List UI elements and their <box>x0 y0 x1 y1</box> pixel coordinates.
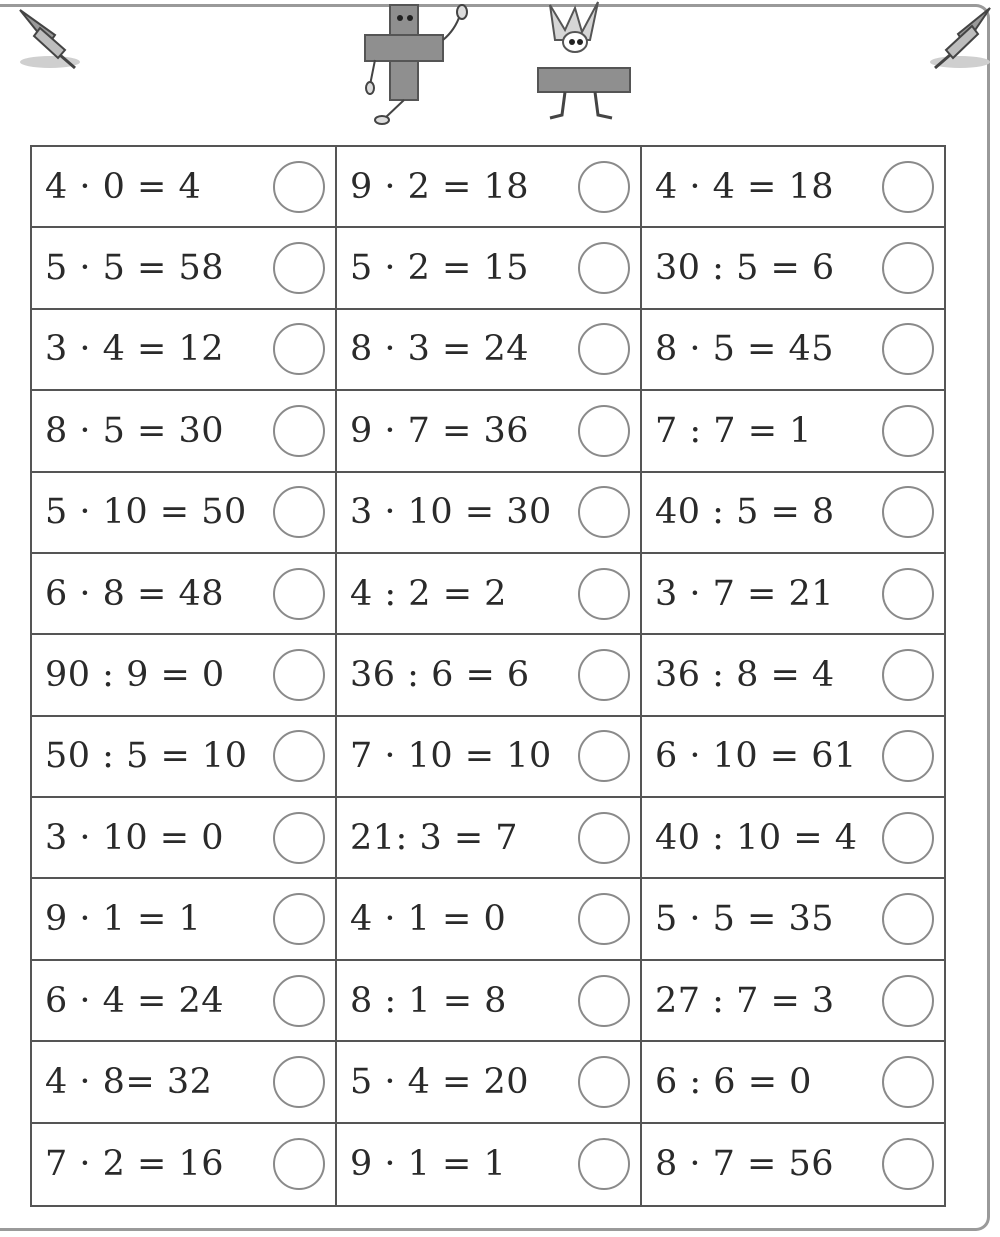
plus-sign-mascot <box>350 0 480 130</box>
answer-circle[interactable] <box>273 730 325 782</box>
equation-text: 3 · 10 = 30 <box>350 492 552 533</box>
pushpin-icon <box>10 0 100 80</box>
answer-circle[interactable] <box>578 323 630 375</box>
minus-sign-mascot <box>520 0 640 130</box>
equation-text: 5 · 4 = 20 <box>350 1061 530 1102</box>
equation-cell <box>337 554 642 635</box>
answer-circle[interactable] <box>578 975 630 1027</box>
answer-circle[interactable] <box>578 1056 630 1108</box>
equation-cell <box>337 1124 642 1205</box>
answer-circle[interactable] <box>273 405 325 457</box>
equation-cell <box>642 961 944 1042</box>
equation-cell <box>337 717 642 798</box>
equation-cell <box>337 473 642 554</box>
equation-cell <box>32 310 337 391</box>
equation-text: 4 · 8= 32 <box>45 1061 213 1102</box>
equation-cell <box>32 473 337 554</box>
equation-cell <box>337 635 642 716</box>
answer-circle[interactable] <box>273 1056 325 1108</box>
equation-cell <box>642 473 944 554</box>
answer-circle[interactable] <box>273 812 325 864</box>
answer-circle[interactable] <box>882 161 934 213</box>
equation-cell <box>32 635 337 716</box>
answer-circle[interactable] <box>578 649 630 701</box>
equation-text: 40 : 5 = 8 <box>655 492 835 533</box>
equation-cell <box>32 1124 337 1205</box>
equation-text: 3 · 4 = 12 <box>45 329 225 370</box>
equation-text: 4 · 4 = 18 <box>655 166 835 207</box>
answer-circle[interactable] <box>578 893 630 945</box>
equation-text: 90 : 9 = 0 <box>45 654 225 695</box>
answer-circle[interactable] <box>882 242 934 294</box>
equation-cell <box>337 1042 642 1123</box>
equation-cell <box>32 147 337 228</box>
answer-circle[interactable] <box>578 486 630 538</box>
equation-text: 3 · 10 = 0 <box>45 817 225 858</box>
equation-cell <box>642 228 944 309</box>
equation-cell <box>337 310 642 391</box>
equation-text: 5 · 5 = 35 <box>655 899 835 940</box>
equation-text: 8 : 1 = 8 <box>350 980 507 1021</box>
answer-circle[interactable] <box>273 649 325 701</box>
equation-cell <box>32 717 337 798</box>
equation-text: 50 : 5 = 10 <box>45 736 248 777</box>
answer-circle[interactable] <box>882 975 934 1027</box>
answer-circle[interactable] <box>882 568 934 620</box>
equation-text: 7 : 7 = 1 <box>655 410 812 451</box>
equation-cell <box>642 635 944 716</box>
answer-circle[interactable] <box>882 812 934 864</box>
equation-text: 7 · 2 = 16 <box>45 1144 225 1185</box>
equation-cell <box>642 717 944 798</box>
equation-text: 21: 3 = 7 <box>350 817 519 858</box>
equation-cell <box>32 961 337 1042</box>
equation-text: 8 · 5 = 30 <box>45 410 225 451</box>
equation-cell <box>642 879 944 960</box>
equation-text: 5 · 5 = 58 <box>45 248 225 289</box>
equation-cell <box>337 228 642 309</box>
equation-cell <box>32 391 337 472</box>
equation-cell <box>32 798 337 879</box>
answer-circle[interactable] <box>578 242 630 294</box>
equation-text: 36 : 8 = 4 <box>655 654 835 695</box>
equation-text: 4 · 0 = 4 <box>45 166 202 207</box>
equation-text: 7 · 10 = 10 <box>350 736 552 777</box>
answer-circle[interactable] <box>578 568 630 620</box>
answer-circle[interactable] <box>273 242 325 294</box>
equation-text: 6 : 6 = 0 <box>655 1061 812 1102</box>
equation-text: 4 : 2 = 2 <box>350 573 507 614</box>
answer-circle[interactable] <box>273 893 325 945</box>
equation-text: 9 · 1 = 1 <box>45 899 202 940</box>
equation-text: 36 : 6 = 6 <box>350 654 530 695</box>
answer-circle[interactable] <box>578 812 630 864</box>
equation-text: 5 · 10 = 50 <box>45 492 247 533</box>
pushpin-icon <box>910 0 1000 80</box>
equation-text: 5 · 2 = 15 <box>350 248 530 289</box>
equation-cell <box>642 554 944 635</box>
answer-circle[interactable] <box>882 730 934 782</box>
equation-cell <box>642 391 944 472</box>
equation-grid <box>30 145 946 1207</box>
equation-cell <box>642 798 944 879</box>
equation-cell <box>32 1042 337 1123</box>
answer-circle[interactable] <box>882 649 934 701</box>
equation-text: 8 · 7 = 56 <box>655 1144 835 1185</box>
equation-text: 27 : 7 = 3 <box>655 980 835 1021</box>
equation-cell <box>642 1042 944 1123</box>
answer-circle[interactable] <box>273 1138 325 1190</box>
answer-circle[interactable] <box>882 1138 934 1190</box>
equation-text: 4 · 1 = 0 <box>350 899 507 940</box>
equation-text: 3 · 7 = 21 <box>655 573 835 614</box>
equation-cell <box>32 879 337 960</box>
equation-text: 6 · 8 = 48 <box>45 573 225 614</box>
answer-circle[interactable] <box>578 405 630 457</box>
equation-text: 6 · 4 = 24 <box>45 980 225 1021</box>
equation-text: 8 · 5 = 45 <box>655 329 835 370</box>
answer-circle[interactable] <box>273 161 325 213</box>
answer-circle[interactable] <box>273 323 325 375</box>
equation-text: 9 · 1 = 1 <box>350 1144 507 1185</box>
equation-text: 9 · 2 = 18 <box>350 166 530 207</box>
equation-text: 8 · 3 = 24 <box>350 329 530 370</box>
equation-text: 40 : 10 = 4 <box>655 817 858 858</box>
equation-text: 9 · 7 = 36 <box>350 410 530 451</box>
answer-circle[interactable] <box>273 486 325 538</box>
answer-circle[interactable] <box>273 568 325 620</box>
answer-circle[interactable] <box>882 486 934 538</box>
answer-circle[interactable] <box>578 1138 630 1190</box>
equation-cell <box>337 961 642 1042</box>
answer-circle[interactable] <box>882 405 934 457</box>
answer-circle[interactable] <box>578 730 630 782</box>
equation-cell <box>337 879 642 960</box>
answer-circle[interactable] <box>882 1056 934 1108</box>
equation-text: 30 : 5 = 6 <box>655 248 835 289</box>
equation-cell <box>337 798 642 879</box>
equation-cell <box>32 554 337 635</box>
equation-cell <box>642 1124 944 1205</box>
equation-cell <box>642 310 944 391</box>
answer-circle[interactable] <box>273 975 325 1027</box>
answer-circle[interactable] <box>578 161 630 213</box>
equation-cell <box>337 147 642 228</box>
equation-cell <box>337 391 642 472</box>
answer-circle[interactable] <box>882 323 934 375</box>
equation-cell <box>32 228 337 309</box>
answer-circle[interactable] <box>882 893 934 945</box>
equation-text: 6 · 10 = 61 <box>655 736 857 777</box>
equation-cell <box>642 147 944 228</box>
